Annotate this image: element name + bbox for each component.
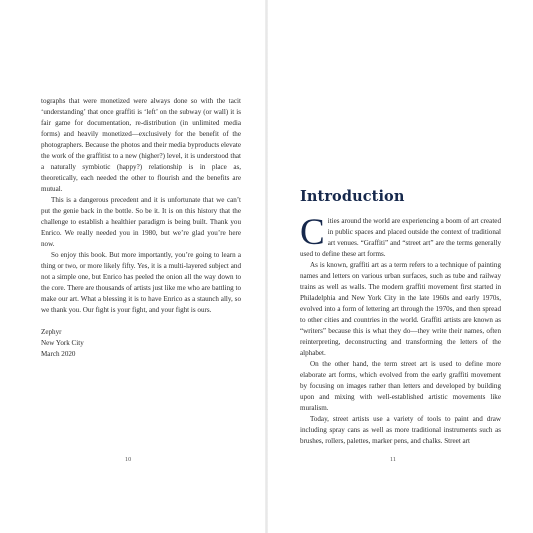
signature-name: Zephyr: [41, 328, 62, 336]
right-paragraph: As is known, graffiti art as a term refers to a technique of painting names and letters on various urban surfaces, such as tube and railway trains as well as walls. The modern graffiti movement first started in Philadelphia and New York City in the late 1960s and early 1970s, evolved into a form of lettering art through the 1970s, and then spread to other cities and countries in the world. Graffiti artists are known as “writers” because this is what they do—they write their names, often reinterpreting, deconstructing and transforming the letters of the alphabet.: [300, 261, 501, 357]
left-page: [0, 0, 266, 533]
right-paragraph: [300, 212, 501, 260]
drop-cap: C: [300, 212, 325, 253]
signature-block: [41, 327, 241, 360]
chapter-title: Introduction: [300, 188, 405, 205]
left-body-text: [41, 96, 241, 360]
right-page: [267, 0, 533, 533]
page-number-left: 10: [125, 456, 132, 463]
right-paragraph: Today, street artists use a variety of tools to paint and draw including spray cans as well as more traditional instruments such as brushes, rollers, palettes, marker pens, and chalks. Street art: [300, 415, 501, 445]
page-number-right: 11: [390, 456, 396, 463]
left-paragraph: tographs that were monetized were always done so with the tacit ‘understanding’ that once graffiti is ‘left’ on the subway (or wall) it is fair game for documentation, re-distribution (in unlimited media forms) and heavily monetized—exclusively for the benefit of the photographers. Because the photos and their media byproducts elevate the work of the graffitist to a new (higher?) level, it is understood that a naturally symbiotic (happy?) relationship is in place as, theoretically, each needed the other to flourish and the benefits are mutual.: [41, 97, 241, 193]
signature-place: New York City: [41, 339, 84, 347]
right-body-text: [300, 212, 501, 447]
signature-date: March 2020: [41, 350, 76, 358]
right-paragraph: On the other hand, the term street art is used to define more elaborate art forms, which evolved from the early graffiti movement by focusing on images rather than letters and developed by building upon and mixing with well-established artistic movements like muralism.: [300, 360, 501, 412]
left-paragraph: This is a dangerous precedent and it is unfortunate that we can’t put the genie back in the bottle. So be it. It is on this history that the challenge to establish a healthier paradigm is being built. Thank you Enrico. We really needed you in 1980, but we’re glad you’re here now.: [41, 196, 241, 248]
left-paragraph: So enjoy this book. But more importantly, you’re going to learn a thing or two, or more likely fifty. Yes, it is a multi-layered subject and not a simple one, but Enrico has peeled the onion all the way down to the core. There are thousands of artists just like me who are battling to make our art. What a blessing it is to have Enrico as a staunch ally, so we thank you. Our fight is your fight, and your fight is ours.: [41, 251, 241, 314]
right-paragraph-text: ities around the world are experiencing a boom of art created in public spaces and placed outside the context of traditional art venues. “Graffiti” and “street art” are the terms generally used to define these art forms.: [300, 217, 501, 258]
